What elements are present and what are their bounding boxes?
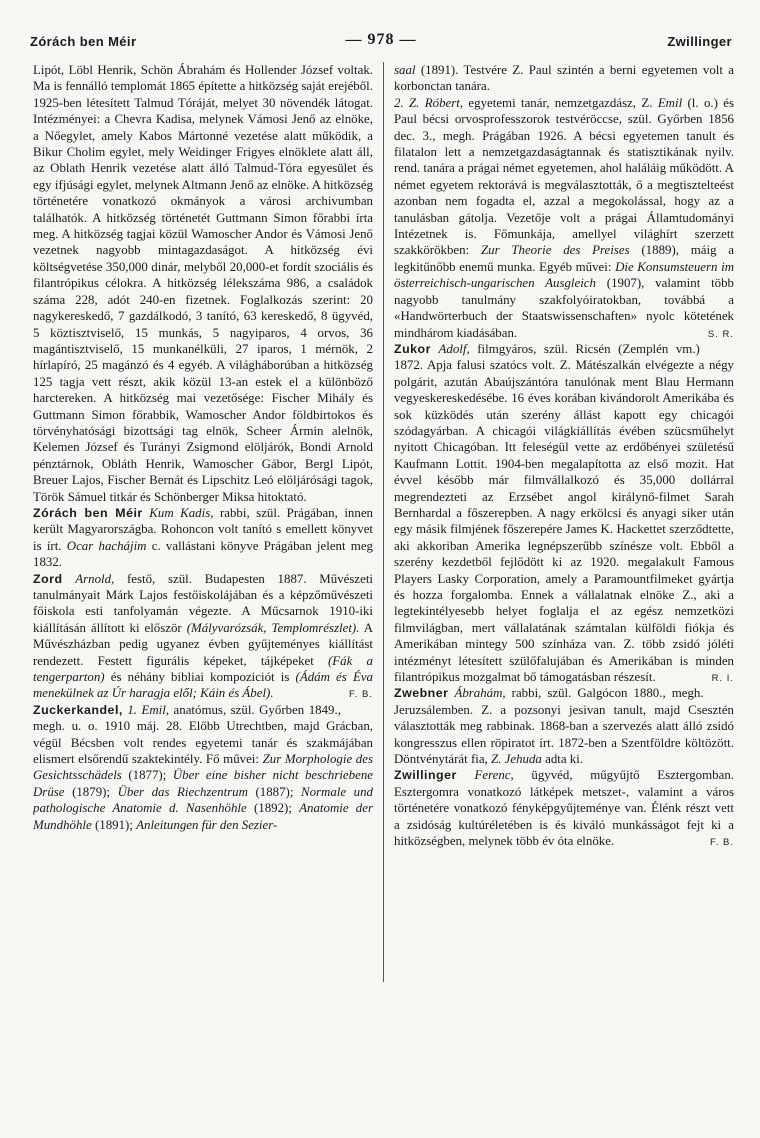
column-divider [383, 62, 384, 982]
entry-text: (1907), valamint több nagyobb tanulmány szakfolyóiratokban, továbbá a «Handwörterbuch der Staatswissenschaften» nyolc kötetének mindhárom kiadásában. [394, 276, 734, 340]
headword-zorach: Zórách ben Méir [33, 505, 143, 520]
entry-italic: saal [394, 63, 416, 77]
entry-zord [33, 571, 373, 702]
entry-italic: Z. Jehuda [491, 752, 542, 767]
entry-italic: Adolf, [438, 341, 470, 356]
entry-text: festő, szül. Budapesten 1887. Művészeti tanulmányait Márk Lajos festőiskolájában és a képzőművészeti főiskola esti tanfolyamán végezte. A Műcsarnok 1910-iki kiállításán állított ki először [33, 571, 373, 635]
entry-text: c. vallástani könyve Prágában jelent meg 1832. [33, 538, 373, 570]
entry-zuckerkandel-robert [394, 95, 734, 341]
continued-entry-zuckerkandel [394, 62, 734, 95]
entry-italic: Emil [657, 95, 683, 110]
page-header [30, 30, 732, 54]
author-signature: F. B. [709, 837, 734, 849]
entry-italic: (Fák a tengerparton) [33, 653, 373, 685]
entry-italic: Arnold, [75, 571, 115, 586]
entry-italic: (Mályvarózsák, Templomrészlet). [186, 620, 360, 635]
entry-italic: Róbert, [424, 95, 464, 110]
author-signature: S. R. [707, 328, 734, 340]
entry-italic: Kum Kadis, [149, 505, 214, 520]
entry-text: ügyvéd, műgyűjtő Esztergomban. Esztergomra vonatkozó látképek metszet-, valamint a város történetére vonatkozó fényképgyűjteménye van. Élénk részt vett a zsidóság kultúréletében is és kiváló munkásságot fejt ki a hitközségben, melynek több év óta elnöke. [394, 768, 734, 849]
entry-text: adta ki. [545, 752, 584, 767]
entry-italic: Ocar hachájim [66, 538, 147, 553]
entry-text: (1879); [72, 784, 111, 799]
headword-zukor: Zukor [394, 341, 431, 356]
left-column [33, 62, 373, 1102]
entry-text: rabbi, szül. Galgócon 1880., megh. Jeruzsálemben. Z. a pozsonyi jesivan tanult, majd Csesztén választották meg rabbinak. 1868-ban a szervezés alatt álló zsidó kongresszus ellen röpiratot írt. 1872-ben a Szentföldre költözött. Döntvénytárát fia, [394, 686, 734, 767]
entry-text: (1889), máig a legkitűnőbb enemű munka. Egyéb művei: [394, 243, 734, 274]
entry-text: (1892); [253, 801, 292, 816]
headword-zuckerkandel: Zuckerkandel, [33, 702, 123, 717]
entry-text: (1891); [94, 817, 133, 832]
entry-zukor [394, 341, 734, 686]
entry-zorach [33, 505, 373, 571]
entry-number: 1. [127, 702, 137, 717]
entry-text: anatómus, szül. Győrben 1849., megh. u. o. 1910 máj. 28. Előbb Utrechtben, majd Grácban, végül Bécsben volt rendes egyetemi tanár és szakmájában elismert elsőrendű szaktekintély. Fő művei: [33, 702, 373, 767]
header-right-keyword: Zwillinger [667, 34, 732, 49]
entry-italic: Über das Riechzentrum [117, 784, 248, 799]
headword-zwillinger: Zwillinger [394, 768, 457, 783]
entry-text: (1877); [128, 768, 167, 783]
headword-zwebner: Zwebner [394, 686, 449, 701]
entry-italic: Ferenc, [474, 768, 514, 783]
entry-italic: Normale und pathologische Anatomie d. Nasenhöhle [33, 784, 373, 816]
page-number: — 978 — [345, 31, 417, 48]
entry-zwebner [394, 685, 734, 767]
entry-italic: Anatomie der Mundhöhle [33, 801, 373, 832]
entry-italic: (Ádám és Éva menekülnek az Úr haragja elől; Káin és Ábel). [33, 670, 373, 701]
headword-zord: Zord [33, 571, 63, 586]
author-signature: R. I. [711, 673, 734, 685]
entry-text: egyetemi tanár, nemzetgazdász, Z. [468, 95, 653, 110]
continued-entry-text: Lipót, Löbl Henrik, Schön Ábrahám és Hollender József voltak. Ma is fennálló templomát 1865 építette a hitközség saját erejéből. 1925-ben létesített Talmud Tóráját, melyet 30 növendék látogat. Intézményei: a Chevra Kadisa, melynek Vámosi Jenő az elnöke, a Nőegylet, amely Kabos Mártonné vezetése alatt működik, a Bikur Cholim egylet, mely Weidinger Frigyes elnöklete alatt áll, az Oblath Henrik vezetése alatt álló Talmud-Tóra egyesület és egy ifjúsági egylet, melynek Altmann Jenő az elnöke. A hitközség történetére vonatkozó okmányok a városi archivumban találhatók. A hitközség történetét Guttmann Simon főrabbi írta meg. A hitközség tagjai közül Wamoscher Andor és Vámosi Jenő vezetnek nagyobb mintagazdaságot. A hitközség évi költségvetése 350,000 dinár, melyből 20,000-et fordít szociális és filantrópikus célokra. A hitközség lélekszáma 986, a családok száma 228, adót 240-en fizetnek. Foglalkozás szerint: 20 nagykereskedő, 7 gazdálkodó, 3 tanító, 63 kereskedő, 8 ügyvéd, 5 köztisztviselő, 15 munkás, 5 nagyiparos, 4 orvos, 36 magántisztviselő, 15 munkanélküli, 27 iparos, 1 mérnök, 2 hírlapíró, 25 magánzó és 4 egyéb. A világháborúban a hitközség 125 tagja vett részt, akik közül 13-an estek el a különböző harctereken. A hitközség mai vezetősége: Fischer Mihály és Guttmann Simon főrabbik, Wamoscher Andor földbirtokos és törvényhatósági bizottsági tag elnök, Scheer Ármin alelnök, Kelemen József és Turányi Zsigmond elöljárók, Bondi Arnold pénztárnok, Obláth Henrik, Wamoscher Gábor, Bergl Lipót, Breuer Lajos, Fischer Bernát és Lipschitz Leó elöljárósági tagok, Török Sámuel titkár és Schönberger Miksa hitoktató. [33, 63, 373, 504]
entry-number: 2. Z. [394, 95, 420, 110]
entry-italic: Anleitungen für den Sezier- [136, 817, 278, 832]
entry-italic: Emil, [141, 702, 170, 717]
entry-text: (l. o.) és Paul bécsi orvosprofesszorok testvéröccse, szül. Győrben 1856 dec. 3., megh. Prágában 1926. A bécsi egyetemen tanult és filatalon lett a nemzetgazdaságtannak és statisztikának nyilv. rend. tanára a prágai német egyetemen, ahol haláláig működött. A német egyetem rektorává is megválasztották, ő a megtisztelteést azonban nem fogadta el, azzal a megokolással, hogy az a tanulásban gátolja. Vezetője volt a prágai Államtudományi Intézetnek is. Főmunkája, amellyel világhírt szerzett szakkörökben: [394, 95, 734, 258]
text-columns [33, 62, 735, 1102]
entry-italic: Über eine bisher nicht beschriebene Drüse [33, 768, 373, 799]
author-signature: F. B. [348, 689, 373, 701]
entry-italic: Ábrahám, [454, 686, 506, 701]
entry-zwillinger [394, 767, 734, 849]
entry-text: (1891). Testvére Z. Paul szintén a berni egyetemen volt a korbonctan tanára. [394, 63, 734, 94]
entry-text: filmgyáros, szül. Ricsén (Zemplén vm.) 1872. Apja falusi szatócs volt. Z. Mátészalkán elvégezte a négy polgárit, azután Abaújszántóra tanulónak ment Blau Hermann vegyeskereskedésébe. 16 éves korában kivándorolt Amerikába és sok küzködés után szerény állást kapott egy chicagói szódagyárban. A chicagói világkiállítás évében szücsműhelyt nyitott Chicagóban. Itt feleségül vette az erdőbényei születésű Kaufmann Lottit. 1904-ben megalapította az első mozit. Hat évvel később már filmvállalkozó és 35,000 dollárral megrendezteti az Erzsébet angol királynő-filmet Sarah Bernhardal a főszerepben. A nagy erkölcsi és anyagi siker után egy másik filmjének főszerepére James K. Hackettet szerződtette, aki akkoriban Amerika legnépszerűbb színésze volt. Ebből a szerény kezdetből fejlődött ki az 1920. megalakult Famous Players Lasky Corporation, amely a Paramountfilmeket gyártja és hozza forgalomba. Ennek a vállalatnak elnöke Z., aki a legtekintélyesebb helyet foglalja el az egész nemzetközi filmvilágban, mert vállalatának számtalan külföldi fiókja és Amerikában mintegy 500 színháza van. Z. több zsidó jóléti intézményt létesített szülőfalujában és Amerikában is minden filantrópikus mozgalmat bő támogatásban részesít. [394, 341, 734, 685]
entry-italic: Die Konsumsteuern im österreichisch-ungarischen Ausgleich [394, 259, 734, 291]
entry-text: rabbi, szül. Prágában, innen került Magyarországba. Rohoncon volt tanító s emellett könyvet is írt. [33, 505, 373, 553]
entry-text: és néhány bibliai kompoziciót is [110, 670, 290, 685]
right-column [394, 62, 734, 1102]
entry-text: A Művészházban pedig ugyanez évben gyűjteményes kiállítást rendezett. Festett figurális képeket, tájképeket [33, 620, 373, 668]
entry-text: (1887); [255, 784, 294, 799]
entry-italic: Zur Morphologie des Gesichtsschädels [33, 752, 373, 783]
entry-zuckerkandel-emil [33, 702, 373, 833]
entry-italic: Zur Theorie des Preises [480, 243, 630, 258]
header-left-keyword: Zórách ben Méir [30, 34, 137, 49]
